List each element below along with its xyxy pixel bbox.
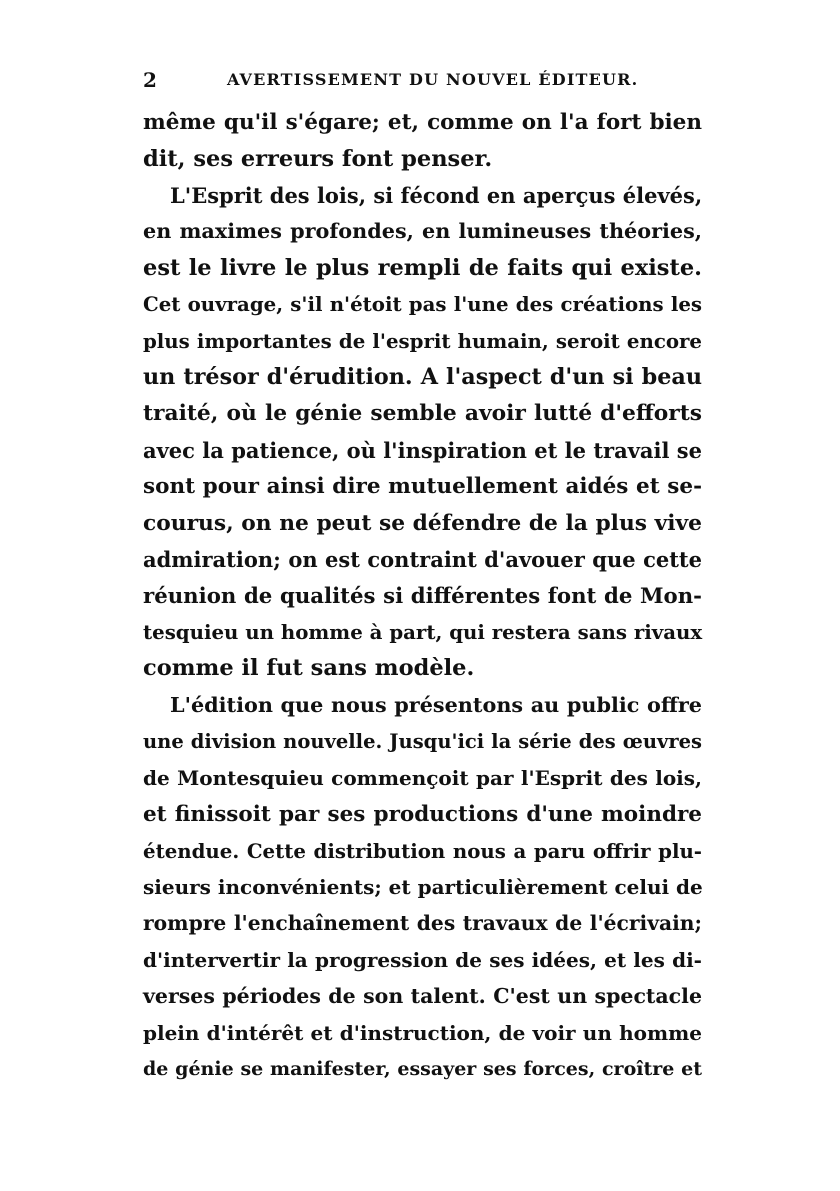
- text-line: en maximes profondes, en lumineuses théories,: [143, 219, 702, 243]
- text-line: plein d'intérêt et d'instruction, de voir un homme: [143, 1021, 702, 1045]
- text-line: dit, ses erreurs font penser.: [143, 146, 493, 172]
- text-line: est le livre le plus rempli de faits qui existe.: [143, 255, 702, 281]
- text-line: courus, on ne peut se défendre de la plus vive: [143, 511, 702, 536]
- text-line: verses périodes de son talent. C'est un spectacle: [143, 984, 702, 1008]
- text-line: de génie se manifester, essayer ses forces, croître et: [143, 1058, 702, 1080]
- text-line: traité, où le génie semble avoir lutté d'efforts: [143, 401, 702, 426]
- running-head: [143, 68, 703, 94]
- text-line: avec la patience, où l'inspiration et le travail se: [143, 438, 702, 463]
- running-head-title: AVERTISSEMENT DU NOUVEL ÉDITEUR.: [227, 70, 639, 89]
- page-number: 2: [143, 68, 157, 92]
- text-line: admiration; on est contraint d'avouer que cette: [143, 547, 702, 572]
- text-line: et finissoit par ses productions d'une moindre: [143, 802, 702, 827]
- text-line: L'Esprit des lois, si fécond en aperçus élevés,: [170, 183, 703, 208]
- text-line: L'édition que nous présentons au public offre: [170, 693, 702, 717]
- text-line: un trésor d'érudition. A l'aspect d'un si beau: [143, 364, 702, 390]
- text-line: comme il fut sans modèle.: [143, 655, 475, 681]
- text-line: tesquieu un homme à part, qui restera sans rivaux: [143, 620, 703, 644]
- text-line: réunion de qualités si différentes font de Mon-: [143, 584, 702, 609]
- text-line: étendue. Cette distribution nous a paru offrir plu-: [143, 839, 702, 863]
- text-line: plus importantes de l'esprit humain, seroit encore: [143, 329, 702, 353]
- text-line: de Montesquieu commençoit par l'Esprit des lois,: [143, 766, 702, 790]
- text-line: sont pour ainsi dire mutuellement aidés et se-: [143, 474, 702, 499]
- text-line: sieurs inconvénients; et particulièrement celui de: [143, 875, 703, 899]
- text-line: une division nouvelle. Jusqu'ici la série des œuvres: [143, 730, 702, 753]
- text-line: rompre l'enchaînement des travaux de l'écrivain;: [143, 911, 702, 935]
- text-line: d'intervertir la progression de ses idées, et les di-: [143, 948, 702, 972]
- text-line: même qu'il s'égare; et, comme on l'a fort bien: [143, 110, 702, 135]
- text-line: Cet ouvrage, s'il n'étoit pas l'une des créations les: [143, 292, 702, 316]
